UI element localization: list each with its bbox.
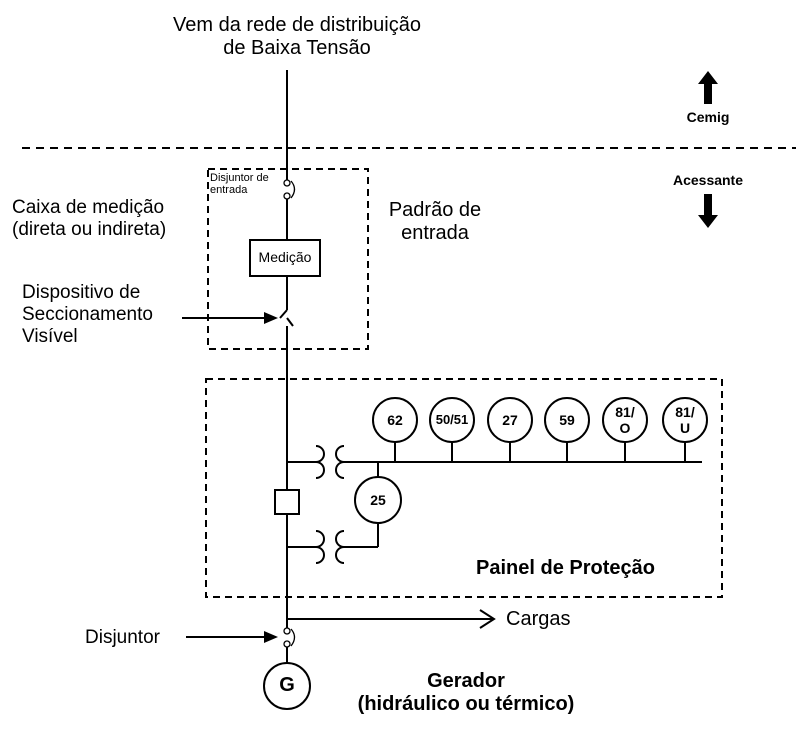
generator-label — [322, 670, 610, 716]
metering-box-label: Medição — [258, 249, 312, 265]
source-line-2: de Baixa Tensão — [223, 37, 371, 59]
generator-line-2: (hidráulico ou térmico) — [357, 693, 575, 715]
relay-81-o-line-2: O — [619, 420, 631, 436]
entrance-breaker-label — [210, 172, 269, 196]
disconnect-device-line-3: Visível — [22, 325, 78, 347]
meter-cabinet-label — [12, 197, 166, 241]
disconnect-switch-symbol — [280, 310, 293, 326]
protection-panel-title: Painel de Proteção — [476, 557, 655, 579]
breaker-pointer-arrow — [186, 631, 278, 643]
disconnect-device-label — [22, 282, 153, 348]
panel-breaker-box — [275, 490, 299, 514]
generator-symbol: G — [279, 674, 295, 696]
disconnect-pointer-arrow — [182, 312, 278, 324]
relay-27-label — [490, 412, 530, 428]
relay-81-u-line-2: U — [679, 420, 691, 436]
entrance-breaker-line-2: entrada — [210, 184, 248, 196]
disconnect-device-line-1: Dispositivo de — [22, 282, 141, 303]
breaker-label: Disjuntor — [85, 627, 160, 648]
source-label — [152, 14, 442, 60]
meter-cabinet-line-1: Caixa de medição — [12, 197, 165, 218]
cemig-label: Cemig — [686, 109, 730, 125]
entrance-standard-line-1: Padrão de — [388, 199, 482, 221]
relay-62-line-1: 62 — [387, 412, 403, 428]
relay-50-51-label — [432, 412, 472, 428]
relay-81-o-label — [605, 404, 645, 436]
arrow-up-icon — [698, 71, 718, 104]
entrance-breaker-line-1: Disjuntor de — [210, 172, 269, 184]
lower-potential-transformer — [287, 531, 378, 563]
source-line-1: Vem da rede de distribuição — [173, 14, 421, 36]
arrow-down-icon — [698, 194, 718, 228]
relay-59-line-1: 59 — [559, 412, 575, 428]
loads-label: Cargas — [506, 608, 571, 630]
relay-59-label — [547, 412, 587, 428]
entrance-standard-line-2: entrada — [401, 222, 469, 244]
acessante-label: Acessante — [672, 172, 744, 188]
sync-relay-25-label: 25 — [370, 492, 386, 508]
relay-81-u-line-1: 81/ — [675, 404, 695, 420]
relay-62-label — [375, 412, 415, 428]
generator-line-1: Gerador — [427, 670, 505, 692]
entrance-standard-label — [372, 199, 498, 245]
meter-cabinet-line-2: (direta ou indireta) — [12, 218, 167, 240]
relay-81-o-line-1: 81/ — [615, 404, 635, 420]
upper-current-transformer — [287, 446, 344, 478]
generator-breaker-symbol — [284, 628, 295, 647]
disconnect-device-line-2: Seccionamento — [22, 303, 153, 325]
entrance-breaker-symbol — [284, 180, 295, 199]
relay-81-u-label — [665, 404, 705, 436]
relay-27-line-1: 27 — [502, 412, 518, 428]
relay-50-51-line-1: 50/51 — [435, 412, 469, 427]
loads-arrow — [287, 610, 494, 628]
